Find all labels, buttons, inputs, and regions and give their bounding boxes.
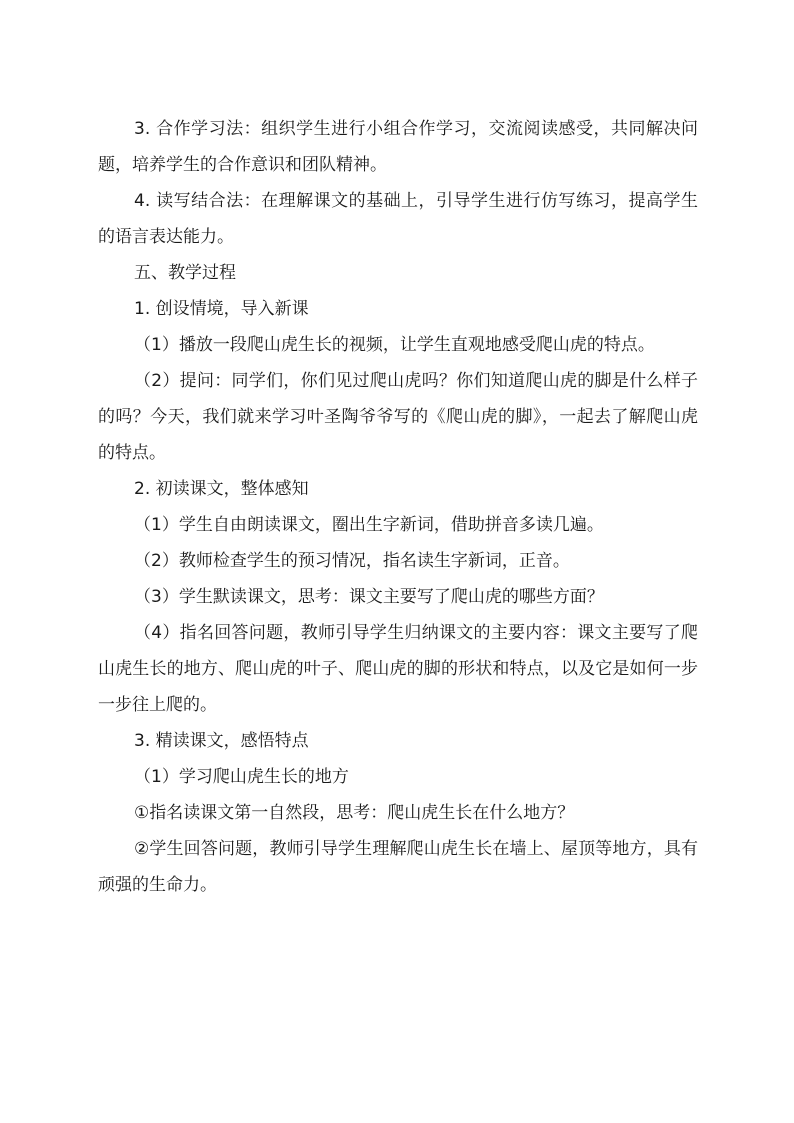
paragraph-step-1-item-1: （1）播放一段爬山虎生长的视频，让学生直观地感受爬山虎的特点。: [134, 335, 655, 355]
paragraph-step-2-item-3: （3）学生默读课文，思考：课文主要写了爬山虎的哪些方面？: [134, 587, 604, 607]
subheading-step-2: 2. 初读课文，整体感知: [134, 479, 309, 499]
paragraph-step-2-item-4: （4）指名回答问题，教师引导学生归纳课文的主要内容：课文主要写了爬山虎生长的地方、爬山虎的叶子、爬山虎的脚的形状和特点，以及它是如何一步一步往上爬的。: [98, 623, 698, 715]
paragraph-step-3-item-1: （1）学习爬山虎生长的地方: [134, 767, 349, 787]
subheading-step-1: 1. 创设情境，导入新课: [134, 299, 309, 319]
paragraph-step-3-point-1: ①指名读课文第一自然段，思考：爬山虎生长在什么地方？: [134, 803, 575, 823]
paragraph-method-3: 3. 合作学习法：组织学生进行小组合作学习，交流阅读感受，共同解决问题，培养学生的合作意识和团队精神。: [98, 119, 698, 175]
subheading-step-3: 3. 精读课文，感悟特点: [134, 731, 309, 751]
paragraph-method-4: 4. 读写结合法：在理解课文的基础上，引导学生进行仿写练习，提高学生的语言表达能力。: [98, 191, 698, 247]
paragraph-step-2-item-1: （1）学生自由朗读课文，圈出生字新词，借助拼音多读几遍。: [134, 515, 604, 535]
section-heading-teaching-process: 五、教学过程: [134, 263, 236, 283]
paragraph-step-3-point-2: ②学生回答问题，教师引导学生理解爬山虎生长在墙上、屋顶等地方，具有顽强的生命力。: [98, 839, 698, 895]
document-body: [98, 111, 698, 903]
paragraph-step-1-item-2: （2）提问：同学们，你们见过爬山虎吗？你们知道爬山虎的脚是什么样子的吗？今天，我们就来学习叶圣陶爷爷写的《爬山虎的脚》，一起去了解爬山虎的特点。: [98, 371, 698, 463]
paragraph-step-2-item-2: （2）教师检查学生的预习情况，指名读生字新词，正音。: [134, 551, 570, 571]
